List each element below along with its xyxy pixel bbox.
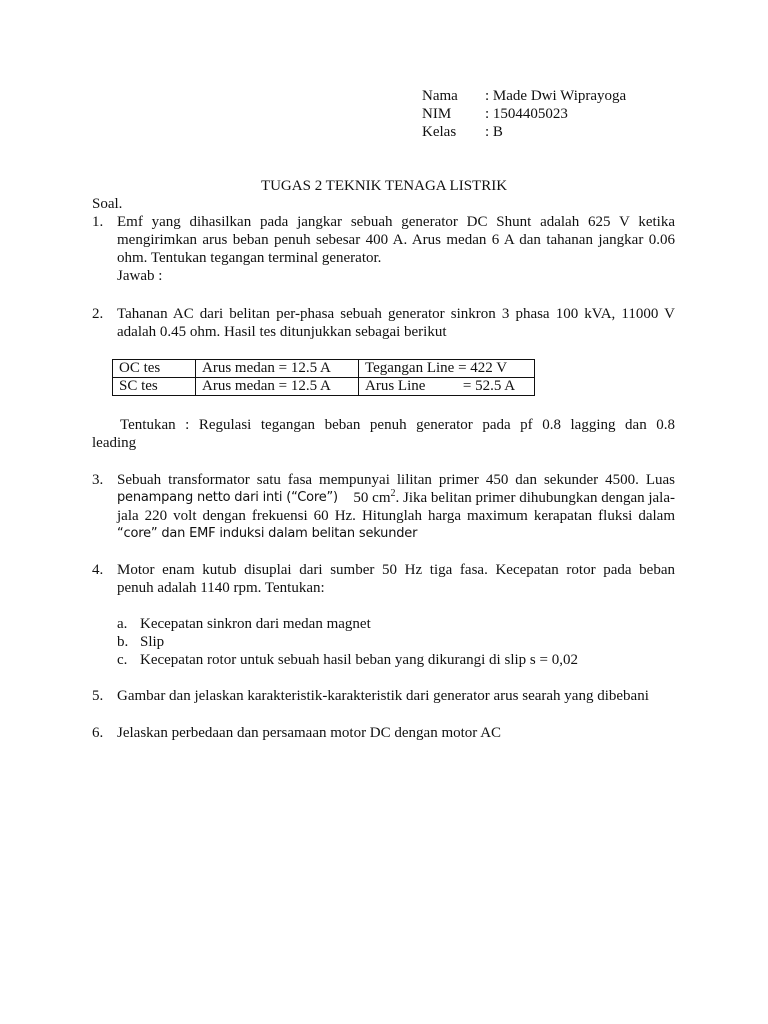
- table-row: [113, 378, 535, 396]
- q3-line-2: [117, 489, 675, 507]
- list-item: Kecepatan sinkron dari medan magnet: [140, 616, 371, 632]
- soal-label: Soal.: [92, 196, 123, 212]
- class-value: : B: [485, 124, 503, 140]
- nim-label: NIM: [422, 106, 452, 122]
- q2-number: 2.: [92, 306, 104, 322]
- q3-line: Sebuah transformator satu fasa mempunyai lilitan primer 450 dan sekunder 4500. Luas: [117, 472, 675, 488]
- identity-class-row: [422, 123, 503, 141]
- table-cell: Arus medan = 12.5 A: [196, 378, 359, 396]
- list-item: Kecepatan rotor untuk sebuah hasil beban yang dikurangi di slip s = 0,02: [140, 652, 578, 668]
- q4-line: penuh adalah 1140 rpm. Tentukan:: [117, 580, 325, 596]
- q2-task: [92, 416, 675, 452]
- list-item-marker: a.: [117, 616, 128, 632]
- q3-area-value: [353, 489, 675, 507]
- q5-number: 5.: [92, 688, 104, 704]
- identity-nim-row: [422, 105, 568, 123]
- q3-line: “core” dan EMF induksi dalam belitan sekunder: [117, 526, 418, 541]
- page-title: TUGAS 2 TEKNIK TENAGA LISTRIK: [260, 178, 508, 194]
- list-item-marker: b.: [117, 634, 129, 650]
- list-item-marker: c.: [117, 652, 128, 668]
- q1-line: ohm. Tentukan tegangan terminal generator.: [117, 250, 382, 266]
- nim-value: : 1504405023: [485, 106, 568, 122]
- q1-number: 1.: [92, 214, 104, 230]
- q1-text: [117, 213, 675, 285]
- q1-line: Emf yang dihasilkan pada jangkar sebuah generator DC Shunt adalah 625 V ketika: [117, 214, 675, 230]
- name-value: : Made Dwi Wiprayoga: [485, 88, 627, 104]
- q3-line2-part: penampang netto dari inti (“Core”): [117, 490, 342, 505]
- name-label: Nama: [422, 88, 458, 104]
- table-cell: OC tes: [113, 360, 196, 378]
- table-cell: SC tes: [113, 378, 196, 396]
- q6-number: 6.: [92, 725, 104, 741]
- test-results-table: [112, 359, 535, 396]
- q3-area-number: 50 cm: [353, 490, 391, 506]
- q4-text: [117, 561, 675, 597]
- table-cell: Tegangan Line = 422 V: [359, 360, 535, 378]
- q4-number: 4.: [92, 562, 104, 578]
- q3-area-exponent: 2: [390, 488, 396, 499]
- q2-task-line: leading: [92, 435, 137, 451]
- q2-line: adalah 0.45 ohm. Hasil tes ditunjukkan sebagai berikut: [117, 324, 447, 340]
- q3-text: [117, 471, 675, 543]
- q3-line2-part: . Jika belitan primer dihubungkan dengan jala-: [395, 490, 675, 506]
- q2-line: Tahanan AC dari belitan per-phasa sebuah generator sinkron 3 phasa 100 kVA, 11000 V: [117, 306, 675, 322]
- q2-text: [117, 305, 675, 341]
- table-cell: Arus Line = 52.5 A: [359, 378, 535, 396]
- q2-task-line: Tentukan : Regulasi tegangan beban penuh generator pada pf 0.8 lagging dan 0.8: [120, 417, 675, 433]
- q4-line: Motor enam kutub disuplai dari sumber 50 Hz tiga fasa. Kecepatan rotor pada beban: [117, 562, 675, 578]
- q3-line: jala 220 volt dengan frekuensi 60 Hz. Hitunglah harga maximum kerapatan fluksi dalam: [117, 508, 675, 524]
- q3-number: 3.: [92, 472, 104, 488]
- table-row: [113, 360, 535, 378]
- q1-answer-label: Jawab :: [117, 268, 163, 284]
- q5-text: Gambar dan jelaskan karakteristik-karakteristik dari generator arus searah yang dibebani: [117, 688, 649, 704]
- table-cell: Arus medan = 12.5 A: [196, 360, 359, 378]
- q1-line: mengirimkan arus beban penuh sebesar 400 A. Arus medan 6 A dan tahanan jangkar 0.06: [117, 232, 675, 248]
- q6-text: Jelaskan perbedaan dan persamaan motor DC dengan motor AC: [117, 725, 502, 741]
- class-label: Kelas: [422, 124, 457, 140]
- identity-name-row: [422, 87, 626, 105]
- list-item: Slip: [140, 634, 165, 650]
